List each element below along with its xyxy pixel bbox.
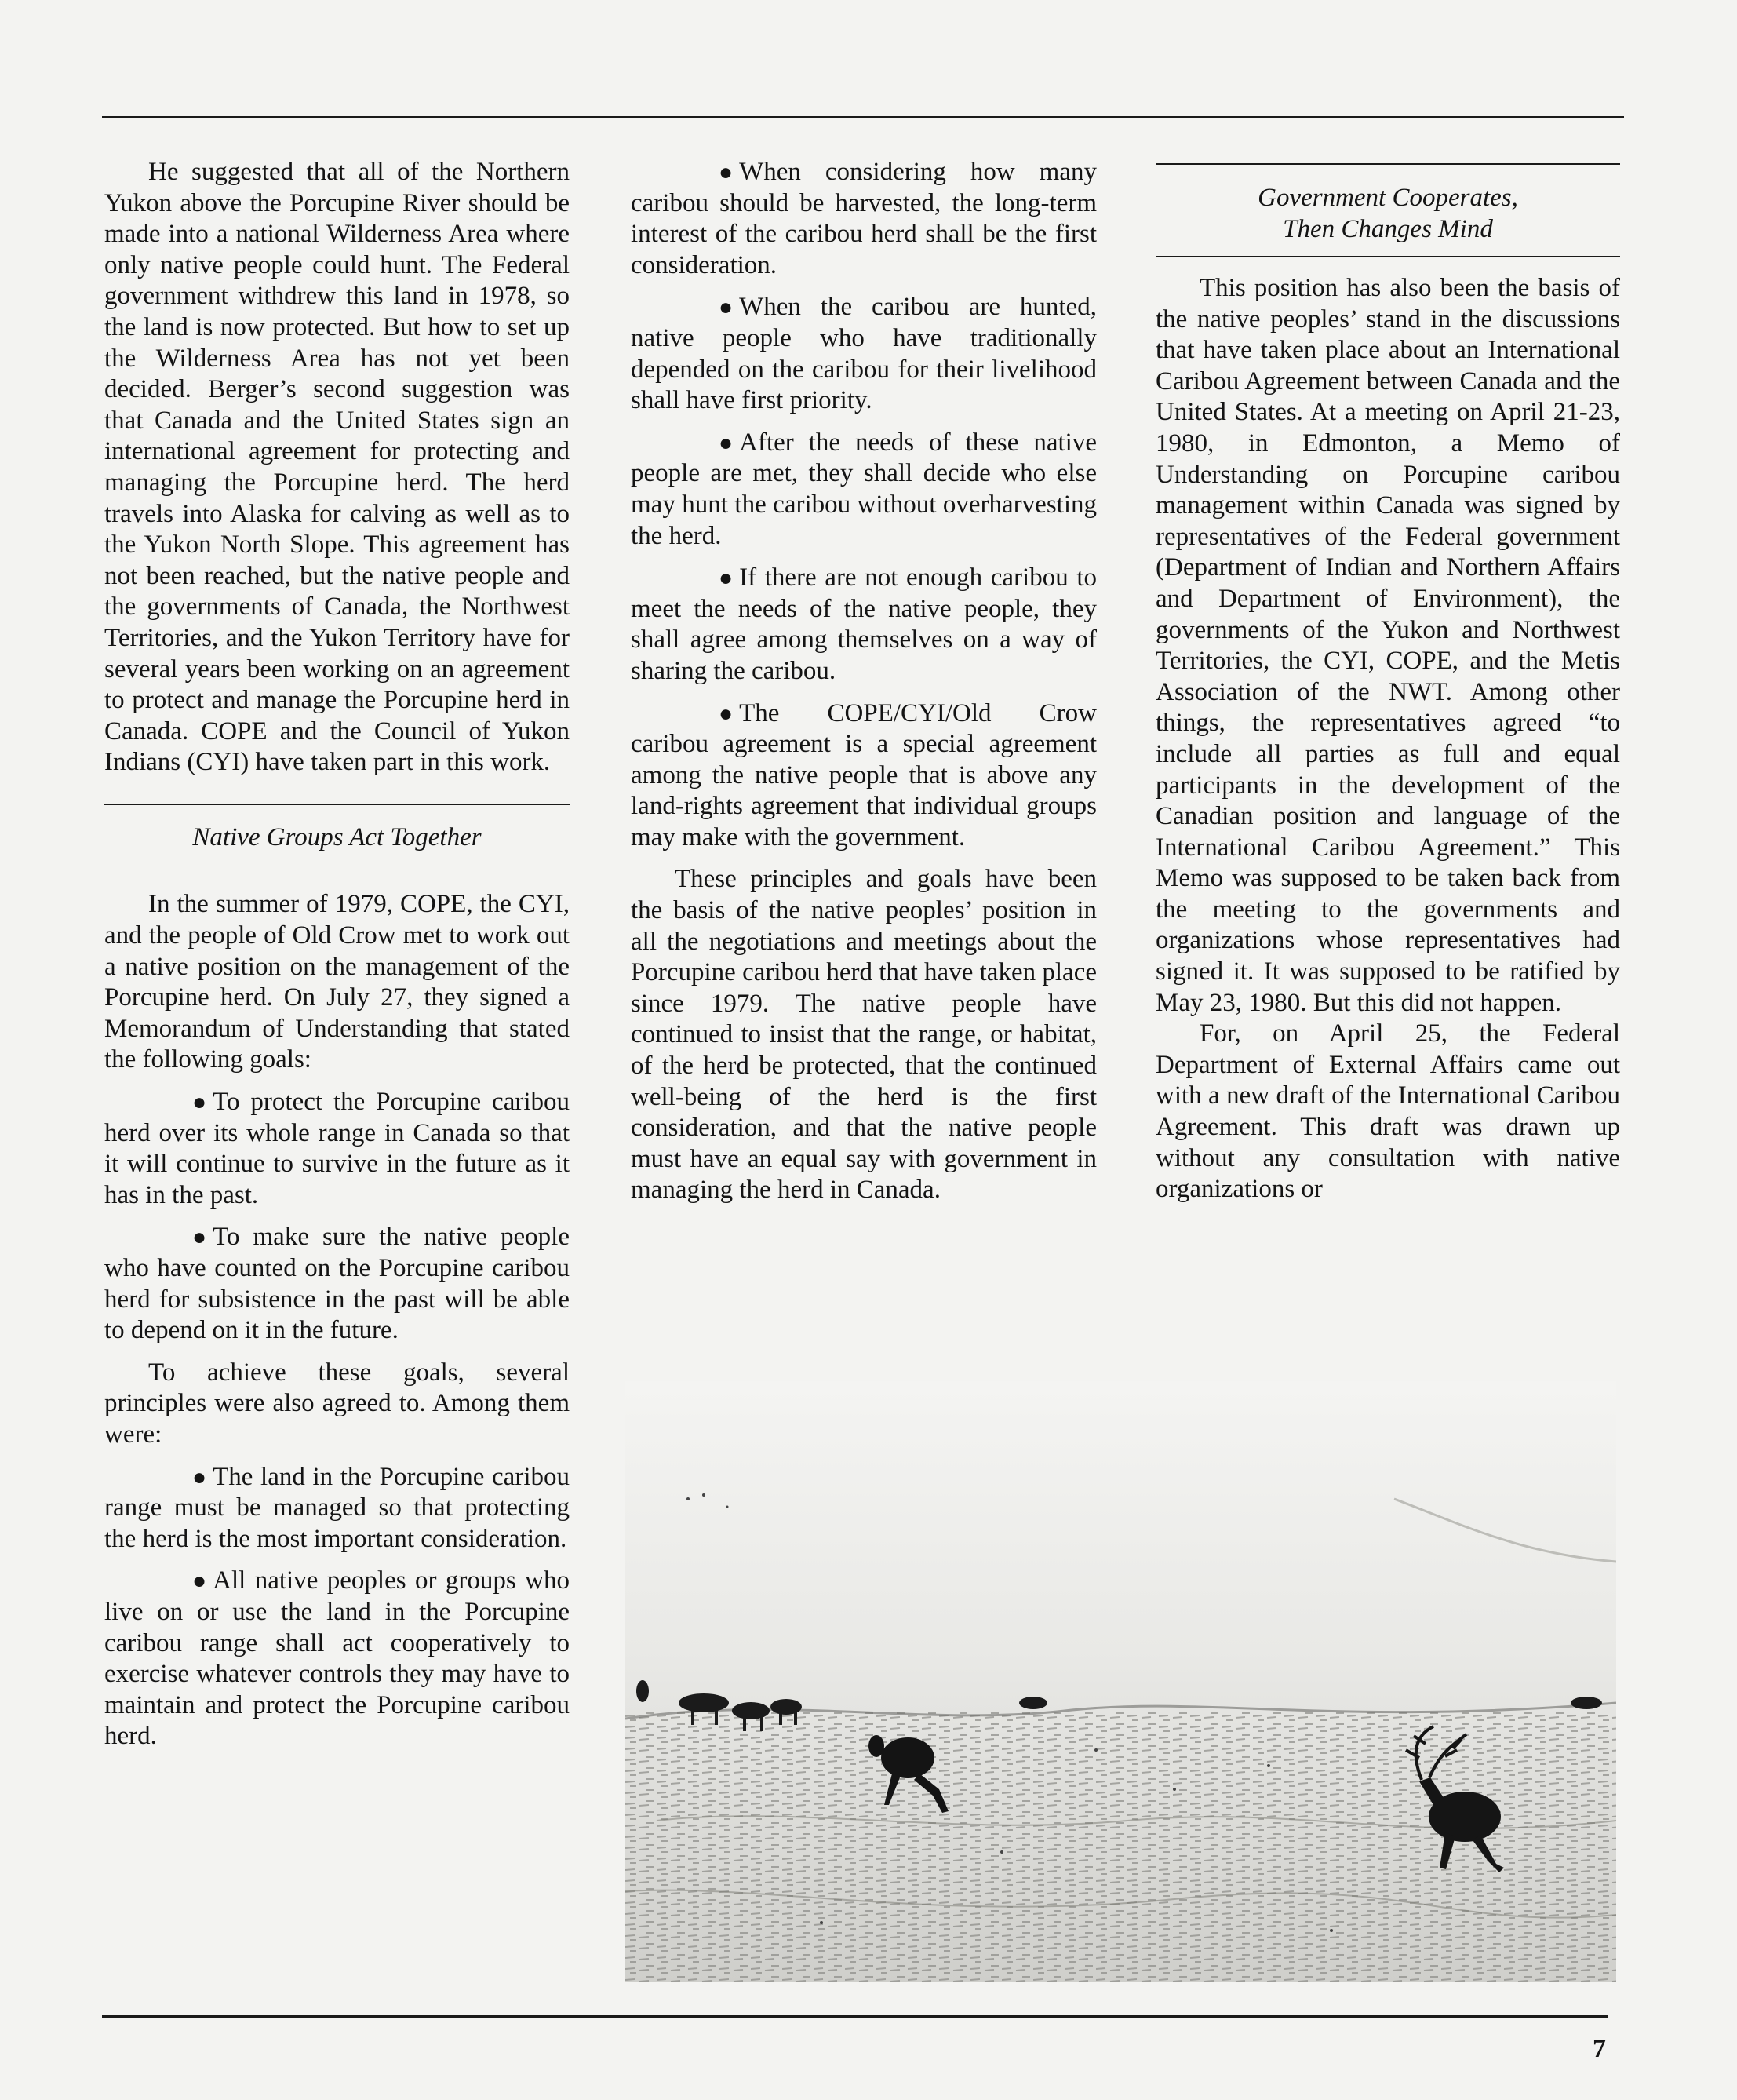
principle-text: When the caribou are hunted, native people who have traditionally depended on the caribou for their livelihood shall have first priority. [631, 293, 1097, 415]
bullet-dot-icon: ● [719, 429, 734, 456]
heading-line-1: Government Cooperates, [1258, 184, 1518, 212]
principle-text: If there are not enough caribou to meet the needs of the native people, they shall agree among themselves on a way of sharing the caribou. [631, 563, 1097, 685]
paragraph-summer-1979: In the summer of 1979, COPE, the CYI, and the people of Old Crow met to work out a native position on the management of the Porcupine herd. On July 27, they signed a Memorandum of Understanding that stated the following goals: [104, 890, 570, 1074]
bullet-dot-icon: ● [719, 700, 734, 727]
bullet-dot-icon: ● [192, 1568, 207, 1595]
heading-government [1156, 163, 1620, 257]
bullet-dot-icon: ● [719, 159, 734, 185]
bullet-dot-icon: ● [192, 1464, 207, 1490]
heading-rule [1156, 256, 1620, 257]
paragraph-principles: To achieve these goals, several principles were also agreed to. Among them were: [104, 1358, 570, 1449]
goal-item [104, 1222, 570, 1346]
goal-text: To make sure the native people who have counted on the Porcupine caribou herd for subsistence in the past will be able to depend on it in the future. [104, 1223, 570, 1345]
section-heading [1156, 165, 1620, 256]
principle-text: The COPE/CYI/Old Crow caribou agreement is a special agreement among the native people that is above any land-rights agreement that individual groups may make with the government. [631, 698, 1097, 851]
principle-item [631, 428, 1097, 552]
principle-item [104, 1462, 570, 1555]
caribou-photo [625, 1381, 1616, 1982]
paragraph-basis: These principles and goals have been the basis of the native peoples’ position in all the negotiations and meetings about the Porcupine caribou herd that have taken place since 1979. The native people have continued to insist that the range, or habitat, of the herd be protected, that the continued well-being of the herd is the first consideration, and that the native people must have an equal say with government in managing the herd in Canada. [631, 865, 1097, 1205]
principle-text: The land in the Porcupine caribou range must be managed so that protecting the herd is the most important consideration. [104, 1462, 570, 1553]
principle-item [631, 698, 1097, 854]
column-1 [104, 157, 570, 1752]
caribou-photo-image [625, 1381, 1616, 1982]
principle-text: When considering how many caribou should be harvested, the long-term interest of the caribou herd shall be the first consideration. [631, 158, 1097, 279]
top-rule [102, 116, 1624, 118]
bullet-dot-icon: ● [192, 1224, 207, 1251]
bullet-dot-icon: ● [192, 1089, 207, 1116]
principle-item [631, 292, 1097, 416]
paragraph-position: This position has also been the basis of the native peoples’ stand in the discussions that have taken place about an International Caribou Agreement between Canada and the United States. At a meeting on April 21-23, 1980, in Edmonton, a Memo of Understanding on Porcupine caribou management within Canada was signed by representatives of the Federal government (Department of Indian and Northern Affairs and Department of Environment), the governments of the Yukon and Northwest Territories, the CYI, COPE, and the Metis Association of the NWT. Among other things, the representatives agreed “to include all parties as full and equal participants in the development of the Canadian position and language of the International Caribou Agreement.” This Memo was supposed to be taken back from the meeting to the governments and organizations whose representatives had signed it. It was supposed to be ratified by May 23, 1980. But this did not happen. [1156, 274, 1620, 1017]
bottom-rule [102, 2015, 1608, 2018]
page-number: 7 [1593, 2034, 1606, 2063]
goal-item [104, 1087, 570, 1211]
principle-item [104, 1566, 570, 1752]
bullet-dot-icon: ● [719, 565, 734, 592]
paragraph-april-25: For, on April 25, the Federal Department of External Affairs came out with a new draft of the International Caribou Agreement. This draft was drawn up without any consultation with native organizations or [1156, 1019, 1620, 1204]
principle-text: After the needs of these native people are met, they shall decide who else may hunt the caribou without overharvesting the herd. [631, 428, 1097, 550]
bullet-dot-icon: ● [719, 294, 734, 321]
principle-item [631, 563, 1097, 687]
heading-line-2: Then Changes Mind [1283, 215, 1493, 243]
column-3 [1156, 157, 1620, 1205]
paragraph-berger: He suggested that all of the Northern Yukon above the Porcupine River should be made into a national Wilderness Area where only native people could hunt. The Federal government withdrew this land in 1978, so the land is now protected. But how to set up the Wilderness Area has not yet been decided. Berger’s second suggestion was that Canada and the United States sign an international agreement for protecting and managing the Porcupine herd. The herd travels into Alaska for calving as well as to the Yukon North Slope. This agreement has not been reached, but the native people and the governments of Canada, the Northwest Territories, and the Yukon Territory have for several years been working on an agreement to protect and manage the Porcupine herd in Canada. COPE and the Council of Yukon Indians (CYI) have taken part in this work. [104, 158, 570, 777]
goal-text: To protect the Porcupine caribou herd over its whole range in Canada so that it will continue to survive in the future as it has in the past. [104, 1088, 570, 1209]
principle-item [631, 157, 1097, 281]
heading-native-groups [104, 804, 570, 871]
section-heading: Native Groups Act Together [192, 822, 482, 851]
column-2 [631, 157, 1097, 1206]
principle-text: All native peoples or groups who live on or use the land in the Porcupine caribou range shall act cooperatively to exercise whatever controls they may have to maintain and protect the Porcupine caribou herd. [104, 1566, 570, 1751]
